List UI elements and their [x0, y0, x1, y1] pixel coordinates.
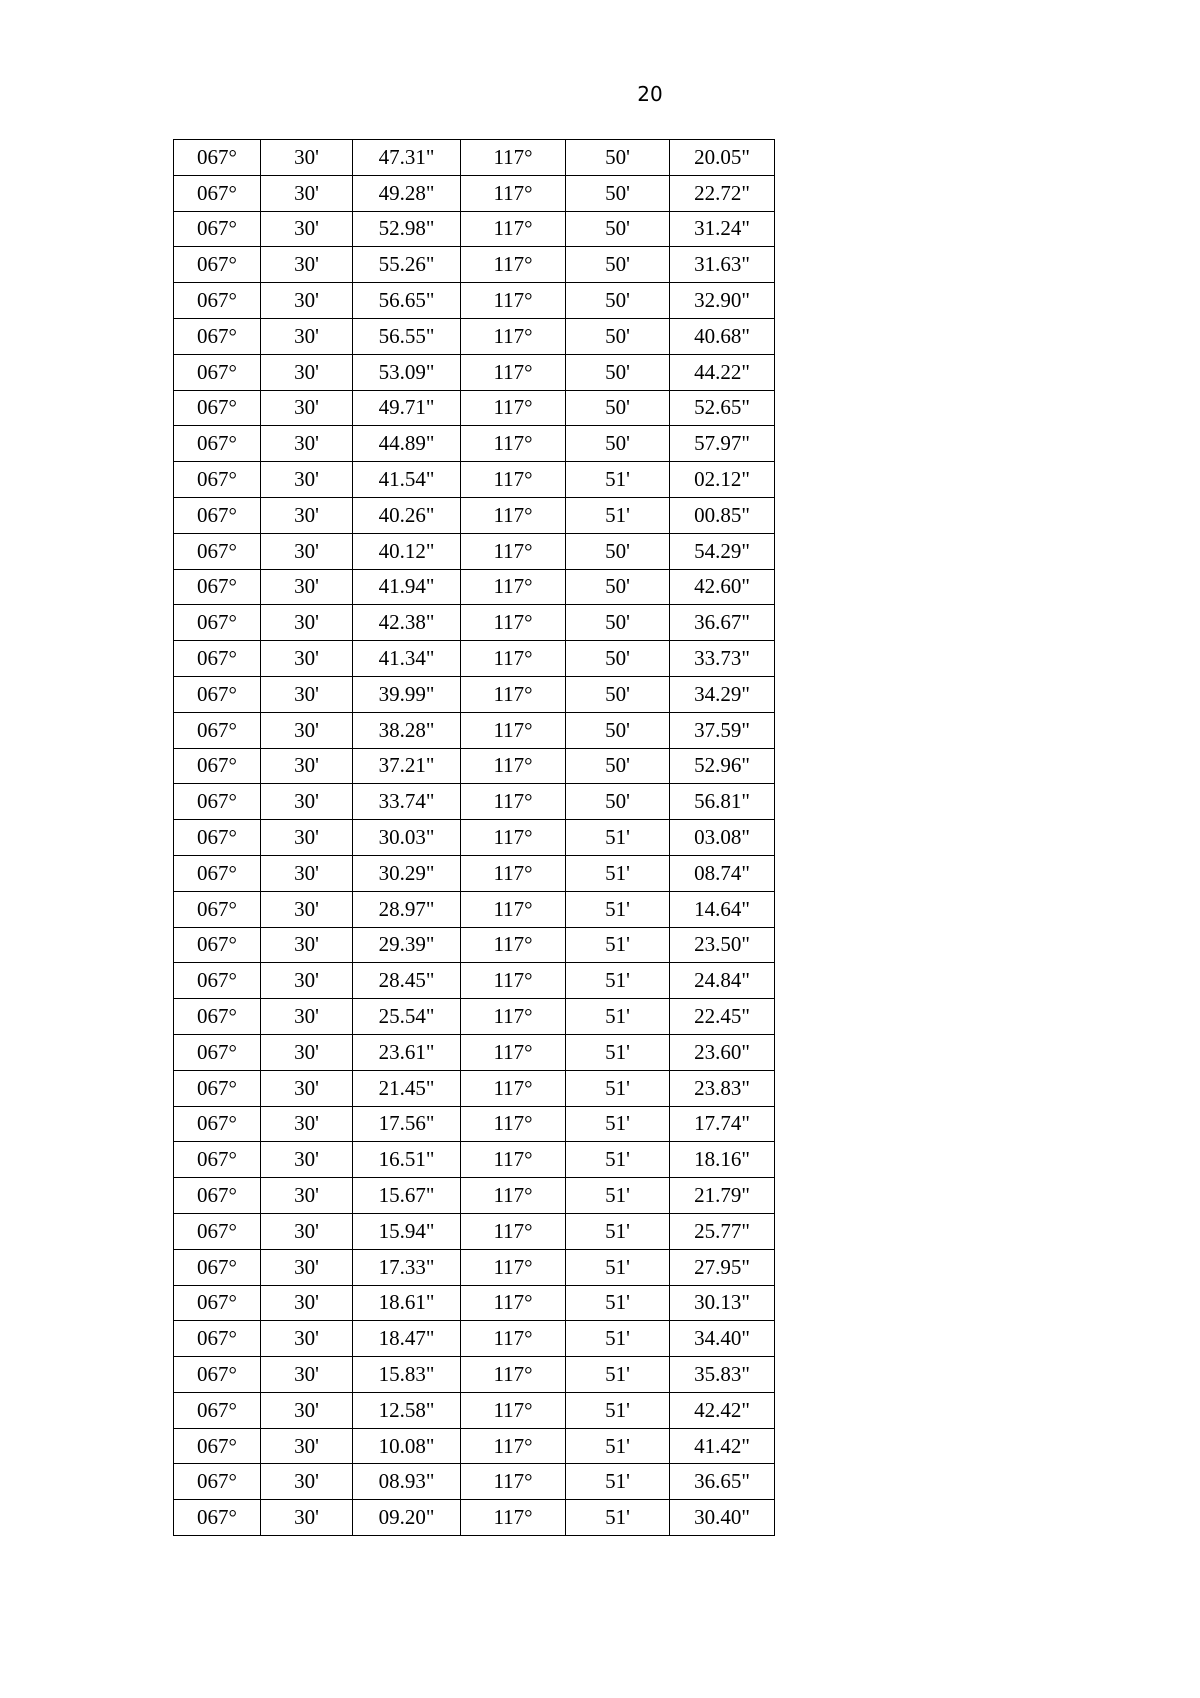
lat-seconds-cell: 30.29" [353, 855, 461, 891]
lon-minutes-cell: 50' [566, 748, 670, 784]
lon-minutes-cell: 51' [566, 1392, 670, 1428]
table-row [174, 1034, 775, 1070]
table-row [174, 605, 775, 641]
lat-degrees-cell: 067° [174, 318, 261, 354]
lon-degrees-cell: 117° [461, 676, 566, 712]
lon-degrees-cell: 117° [461, 605, 566, 641]
lon-degrees-cell: 117° [461, 1249, 566, 1285]
lat-minutes-cell: 30' [261, 1178, 353, 1214]
lat-minutes-cell: 30' [261, 963, 353, 999]
lat-degrees-cell: 067° [174, 891, 261, 927]
lon-minutes-cell: 51' [566, 927, 670, 963]
lat-minutes-cell: 30' [261, 175, 353, 211]
lon-degrees-cell: 117° [461, 1392, 566, 1428]
lat-degrees-cell: 067° [174, 1428, 261, 1464]
lat-seconds-cell: 49.28" [353, 175, 461, 211]
lat-minutes-cell: 30' [261, 426, 353, 462]
table-row [174, 1285, 775, 1321]
lat-degrees-cell: 067° [174, 1142, 261, 1178]
lon-seconds-cell: 02.12" [670, 462, 775, 498]
lon-seconds-cell: 20.05" [670, 140, 775, 176]
lon-seconds-cell: 32.90" [670, 283, 775, 319]
lon-seconds-cell: 41.42" [670, 1428, 775, 1464]
lon-degrees-cell: 117° [461, 1285, 566, 1321]
lat-degrees-cell: 067° [174, 1285, 261, 1321]
lat-minutes-cell: 30' [261, 1249, 353, 1285]
lon-degrees-cell: 117° [461, 1142, 566, 1178]
table-row [174, 927, 775, 963]
lon-minutes-cell: 50' [566, 318, 670, 354]
lon-minutes-cell: 51' [566, 497, 670, 533]
lon-seconds-cell: 00.85" [670, 497, 775, 533]
lon-seconds-cell: 23.83" [670, 1070, 775, 1106]
lon-degrees-cell: 117° [461, 927, 566, 963]
lon-degrees-cell: 117° [461, 1034, 566, 1070]
table-row [174, 748, 775, 784]
lat-minutes-cell: 30' [261, 211, 353, 247]
table-row [174, 533, 775, 569]
lat-degrees-cell: 067° [174, 784, 261, 820]
lat-minutes-cell: 30' [261, 1464, 353, 1500]
lon-seconds-cell: 52.65" [670, 390, 775, 426]
lat-degrees-cell: 067° [174, 748, 261, 784]
lat-seconds-cell: 29.39" [353, 927, 461, 963]
lat-degrees-cell: 067° [174, 1321, 261, 1357]
lon-minutes-cell: 50' [566, 533, 670, 569]
lon-degrees-cell: 117° [461, 748, 566, 784]
lon-seconds-cell: 36.65" [670, 1464, 775, 1500]
lon-seconds-cell: 17.74" [670, 1106, 775, 1142]
lon-seconds-cell: 40.68" [670, 318, 775, 354]
lat-seconds-cell: 15.67" [353, 1178, 461, 1214]
lon-minutes-cell: 51' [566, 1142, 670, 1178]
lat-minutes-cell: 30' [261, 748, 353, 784]
lon-seconds-cell: 23.50" [670, 927, 775, 963]
lon-minutes-cell: 51' [566, 462, 670, 498]
lat-minutes-cell: 30' [261, 569, 353, 605]
lon-minutes-cell: 50' [566, 354, 670, 390]
lon-seconds-cell: 54.29" [670, 533, 775, 569]
coordinates-table [173, 139, 775, 1536]
lat-seconds-cell: 15.94" [353, 1213, 461, 1249]
lon-minutes-cell: 51' [566, 999, 670, 1035]
lon-seconds-cell: 35.83" [670, 1357, 775, 1393]
table-row [174, 963, 775, 999]
lon-seconds-cell: 44.22" [670, 354, 775, 390]
table-row [174, 497, 775, 533]
lat-degrees-cell: 067° [174, 641, 261, 677]
lon-seconds-cell: 24.84" [670, 963, 775, 999]
lon-degrees-cell: 117° [461, 354, 566, 390]
table-row [174, 1392, 775, 1428]
lat-minutes-cell: 30' [261, 497, 353, 533]
lon-seconds-cell: 22.45" [670, 999, 775, 1035]
lon-minutes-cell: 51' [566, 820, 670, 856]
lon-seconds-cell: 34.29" [670, 676, 775, 712]
lat-seconds-cell: 42.38" [353, 605, 461, 641]
lat-degrees-cell: 067° [174, 1249, 261, 1285]
lon-degrees-cell: 117° [461, 462, 566, 498]
lat-minutes-cell: 30' [261, 318, 353, 354]
lat-minutes-cell: 30' [261, 1142, 353, 1178]
lon-minutes-cell: 51' [566, 1500, 670, 1536]
table-row [174, 891, 775, 927]
table-row [174, 569, 775, 605]
lon-minutes-cell: 51' [566, 1213, 670, 1249]
lon-seconds-cell: 36.67" [670, 605, 775, 641]
lon-degrees-cell: 117° [461, 784, 566, 820]
lon-degrees-cell: 117° [461, 175, 566, 211]
lat-seconds-cell: 47.31" [353, 140, 461, 176]
lat-degrees-cell: 067° [174, 999, 261, 1035]
lon-degrees-cell: 117° [461, 283, 566, 319]
table-row [174, 1106, 775, 1142]
lat-minutes-cell: 30' [261, 1034, 353, 1070]
lon-minutes-cell: 50' [566, 641, 670, 677]
lat-degrees-cell: 067° [174, 283, 261, 319]
table-row [174, 354, 775, 390]
lat-seconds-cell: 41.94" [353, 569, 461, 605]
lon-seconds-cell: 37.59" [670, 712, 775, 748]
lat-seconds-cell: 40.26" [353, 497, 461, 533]
lon-minutes-cell: 50' [566, 784, 670, 820]
lat-degrees-cell: 067° [174, 247, 261, 283]
lon-seconds-cell: 56.81" [670, 784, 775, 820]
lon-seconds-cell: 22.72" [670, 175, 775, 211]
lon-seconds-cell: 18.16" [670, 1142, 775, 1178]
table-row [174, 462, 775, 498]
lon-degrees-cell: 117° [461, 999, 566, 1035]
lon-minutes-cell: 50' [566, 426, 670, 462]
lon-minutes-cell: 50' [566, 605, 670, 641]
lon-minutes-cell: 51' [566, 1464, 670, 1500]
lat-minutes-cell: 30' [261, 1500, 353, 1536]
lon-degrees-cell: 117° [461, 390, 566, 426]
lat-seconds-cell: 16.51" [353, 1142, 461, 1178]
table-row [174, 175, 775, 211]
lat-seconds-cell: 30.03" [353, 820, 461, 856]
lat-seconds-cell: 18.61" [353, 1285, 461, 1321]
table-row [174, 784, 775, 820]
lat-degrees-cell: 067° [174, 1392, 261, 1428]
lat-seconds-cell: 55.26" [353, 247, 461, 283]
table-row [174, 247, 775, 283]
lat-seconds-cell: 28.45" [353, 963, 461, 999]
lon-degrees-cell: 117° [461, 641, 566, 677]
lat-minutes-cell: 30' [261, 354, 353, 390]
lon-seconds-cell: 57.97" [670, 426, 775, 462]
lon-seconds-cell: 27.95" [670, 1249, 775, 1285]
lon-degrees-cell: 117° [461, 1070, 566, 1106]
table-row [174, 1213, 775, 1249]
lon-degrees-cell: 117° [461, 1464, 566, 1500]
lon-minutes-cell: 51' [566, 1357, 670, 1393]
lat-seconds-cell: 10.08" [353, 1428, 461, 1464]
lat-seconds-cell: 39.99" [353, 676, 461, 712]
lat-seconds-cell: 52.98" [353, 211, 461, 247]
lat-degrees-cell: 067° [174, 963, 261, 999]
table-row [174, 1178, 775, 1214]
lat-seconds-cell: 21.45" [353, 1070, 461, 1106]
lon-minutes-cell: 50' [566, 283, 670, 319]
lon-seconds-cell: 08.74" [670, 855, 775, 891]
lat-degrees-cell: 067° [174, 140, 261, 176]
lat-seconds-cell: 53.09" [353, 354, 461, 390]
lat-degrees-cell: 067° [174, 605, 261, 641]
lat-seconds-cell: 12.58" [353, 1392, 461, 1428]
lon-minutes-cell: 50' [566, 175, 670, 211]
table-row [174, 390, 775, 426]
lat-seconds-cell: 40.12" [353, 533, 461, 569]
lon-seconds-cell: 52.96" [670, 748, 775, 784]
lat-degrees-cell: 067° [174, 1500, 261, 1536]
lat-minutes-cell: 30' [261, 533, 353, 569]
lat-minutes-cell: 30' [261, 641, 353, 677]
lat-minutes-cell: 30' [261, 140, 353, 176]
lon-seconds-cell: 23.60" [670, 1034, 775, 1070]
lon-minutes-cell: 51' [566, 1285, 670, 1321]
lat-degrees-cell: 067° [174, 820, 261, 856]
lat-degrees-cell: 067° [174, 1178, 261, 1214]
table-row [174, 999, 775, 1035]
lat-degrees-cell: 067° [174, 175, 261, 211]
lat-seconds-cell: 15.83" [353, 1357, 461, 1393]
lat-minutes-cell: 30' [261, 1213, 353, 1249]
lat-minutes-cell: 30' [261, 820, 353, 856]
table-row [174, 1500, 775, 1536]
table-row [174, 211, 775, 247]
lat-degrees-cell: 067° [174, 927, 261, 963]
lat-minutes-cell: 30' [261, 1106, 353, 1142]
table-row [174, 820, 775, 856]
lon-minutes-cell: 51' [566, 1034, 670, 1070]
lat-degrees-cell: 067° [174, 569, 261, 605]
lat-seconds-cell: 56.55" [353, 318, 461, 354]
lat-seconds-cell: 38.28" [353, 712, 461, 748]
lat-seconds-cell: 28.97" [353, 891, 461, 927]
lon-degrees-cell: 117° [461, 569, 566, 605]
lon-minutes-cell: 50' [566, 676, 670, 712]
lon-seconds-cell: 33.73" [670, 641, 775, 677]
lon-degrees-cell: 117° [461, 211, 566, 247]
lon-degrees-cell: 117° [461, 1321, 566, 1357]
lon-degrees-cell: 117° [461, 820, 566, 856]
lon-degrees-cell: 117° [461, 1428, 566, 1464]
lat-minutes-cell: 30' [261, 1428, 353, 1464]
lat-degrees-cell: 067° [174, 426, 261, 462]
lon-seconds-cell: 30.13" [670, 1285, 775, 1321]
lat-seconds-cell: 23.61" [353, 1034, 461, 1070]
lon-degrees-cell: 117° [461, 855, 566, 891]
lon-seconds-cell: 31.24" [670, 211, 775, 247]
lat-minutes-cell: 30' [261, 676, 353, 712]
lon-seconds-cell: 21.79" [670, 1178, 775, 1214]
table-row [174, 1249, 775, 1285]
lat-seconds-cell: 37.21" [353, 748, 461, 784]
lat-degrees-cell: 067° [174, 1070, 261, 1106]
lat-minutes-cell: 30' [261, 605, 353, 641]
lon-minutes-cell: 51' [566, 1178, 670, 1214]
table-row [174, 676, 775, 712]
lon-minutes-cell: 50' [566, 569, 670, 605]
lat-degrees-cell: 067° [174, 211, 261, 247]
lon-degrees-cell: 117° [461, 533, 566, 569]
lat-minutes-cell: 30' [261, 855, 353, 891]
lon-minutes-cell: 51' [566, 1321, 670, 1357]
lon-degrees-cell: 117° [461, 1106, 566, 1142]
lat-seconds-cell: 08.93" [353, 1464, 461, 1500]
lon-minutes-cell: 51' [566, 1249, 670, 1285]
lon-minutes-cell: 50' [566, 247, 670, 283]
lon-degrees-cell: 117° [461, 318, 566, 354]
lon-minutes-cell: 50' [566, 390, 670, 426]
lon-seconds-cell: 03.08" [670, 820, 775, 856]
lat-degrees-cell: 067° [174, 533, 261, 569]
table-row [174, 1464, 775, 1500]
lat-minutes-cell: 30' [261, 891, 353, 927]
lat-degrees-cell: 067° [174, 1464, 261, 1500]
lat-seconds-cell: 56.65" [353, 283, 461, 319]
lon-degrees-cell: 117° [461, 963, 566, 999]
lat-degrees-cell: 067° [174, 1357, 261, 1393]
lon-minutes-cell: 51' [566, 963, 670, 999]
lat-minutes-cell: 30' [261, 283, 353, 319]
lat-degrees-cell: 067° [174, 390, 261, 426]
lon-minutes-cell: 50' [566, 140, 670, 176]
table-row [174, 855, 775, 891]
lat-degrees-cell: 067° [174, 712, 261, 748]
lon-degrees-cell: 117° [461, 1178, 566, 1214]
lon-minutes-cell: 51' [566, 1106, 670, 1142]
lon-minutes-cell: 50' [566, 712, 670, 748]
table-row [174, 1070, 775, 1106]
lat-degrees-cell: 067° [174, 1034, 261, 1070]
lon-degrees-cell: 117° [461, 712, 566, 748]
lat-minutes-cell: 30' [261, 784, 353, 820]
lat-seconds-cell: 33.74" [353, 784, 461, 820]
lon-seconds-cell: 42.60" [670, 569, 775, 605]
table-row [174, 318, 775, 354]
lon-seconds-cell: 31.63" [670, 247, 775, 283]
lat-seconds-cell: 44.89" [353, 426, 461, 462]
lon-minutes-cell: 50' [566, 211, 670, 247]
lon-degrees-cell: 117° [461, 1500, 566, 1536]
coordinates-table-body [174, 140, 775, 1536]
lat-minutes-cell: 30' [261, 1070, 353, 1106]
lon-degrees-cell: 117° [461, 891, 566, 927]
lat-degrees-cell: 067° [174, 855, 261, 891]
lon-degrees-cell: 117° [461, 497, 566, 533]
lat-minutes-cell: 30' [261, 1392, 353, 1428]
lon-degrees-cell: 117° [461, 247, 566, 283]
table-row [174, 1321, 775, 1357]
lat-seconds-cell: 41.54" [353, 462, 461, 498]
table-row [174, 140, 775, 176]
lat-seconds-cell: 49.71" [353, 390, 461, 426]
lon-seconds-cell: 30.40" [670, 1500, 775, 1536]
lon-minutes-cell: 51' [566, 1070, 670, 1106]
lon-seconds-cell: 34.40" [670, 1321, 775, 1357]
table-row [174, 641, 775, 677]
lat-seconds-cell: 18.47" [353, 1321, 461, 1357]
table-row [174, 283, 775, 319]
lat-minutes-cell: 30' [261, 247, 353, 283]
lon-minutes-cell: 51' [566, 855, 670, 891]
lon-degrees-cell: 117° [461, 1213, 566, 1249]
lat-minutes-cell: 30' [261, 462, 353, 498]
table-row [174, 712, 775, 748]
table-row [174, 1357, 775, 1393]
lat-minutes-cell: 30' [261, 1357, 353, 1393]
lat-minutes-cell: 30' [261, 1321, 353, 1357]
lat-seconds-cell: 09.20" [353, 1500, 461, 1536]
lon-seconds-cell: 42.42" [670, 1392, 775, 1428]
table-row [174, 1142, 775, 1178]
table-row [174, 1428, 775, 1464]
lat-seconds-cell: 25.54" [353, 999, 461, 1035]
table-row [174, 426, 775, 462]
lat-degrees-cell: 067° [174, 497, 261, 533]
lat-minutes-cell: 30' [261, 390, 353, 426]
lon-seconds-cell: 14.64" [670, 891, 775, 927]
lat-degrees-cell: 067° [174, 1106, 261, 1142]
lat-minutes-cell: 30' [261, 999, 353, 1035]
lon-degrees-cell: 117° [461, 426, 566, 462]
lat-seconds-cell: 17.33" [353, 1249, 461, 1285]
lat-seconds-cell: 17.56" [353, 1106, 461, 1142]
lon-seconds-cell: 25.77" [670, 1213, 775, 1249]
lon-minutes-cell: 51' [566, 891, 670, 927]
lat-degrees-cell: 067° [174, 354, 261, 390]
page-number: 20 [637, 82, 663, 106]
lat-degrees-cell: 067° [174, 676, 261, 712]
lat-seconds-cell: 41.34" [353, 641, 461, 677]
lon-degrees-cell: 117° [461, 1357, 566, 1393]
lat-degrees-cell: 067° [174, 462, 261, 498]
lat-minutes-cell: 30' [261, 1285, 353, 1321]
lat-degrees-cell: 067° [174, 1213, 261, 1249]
lat-minutes-cell: 30' [261, 712, 353, 748]
lon-minutes-cell: 51' [566, 1428, 670, 1464]
lat-minutes-cell: 30' [261, 927, 353, 963]
lon-degrees-cell: 117° [461, 140, 566, 176]
